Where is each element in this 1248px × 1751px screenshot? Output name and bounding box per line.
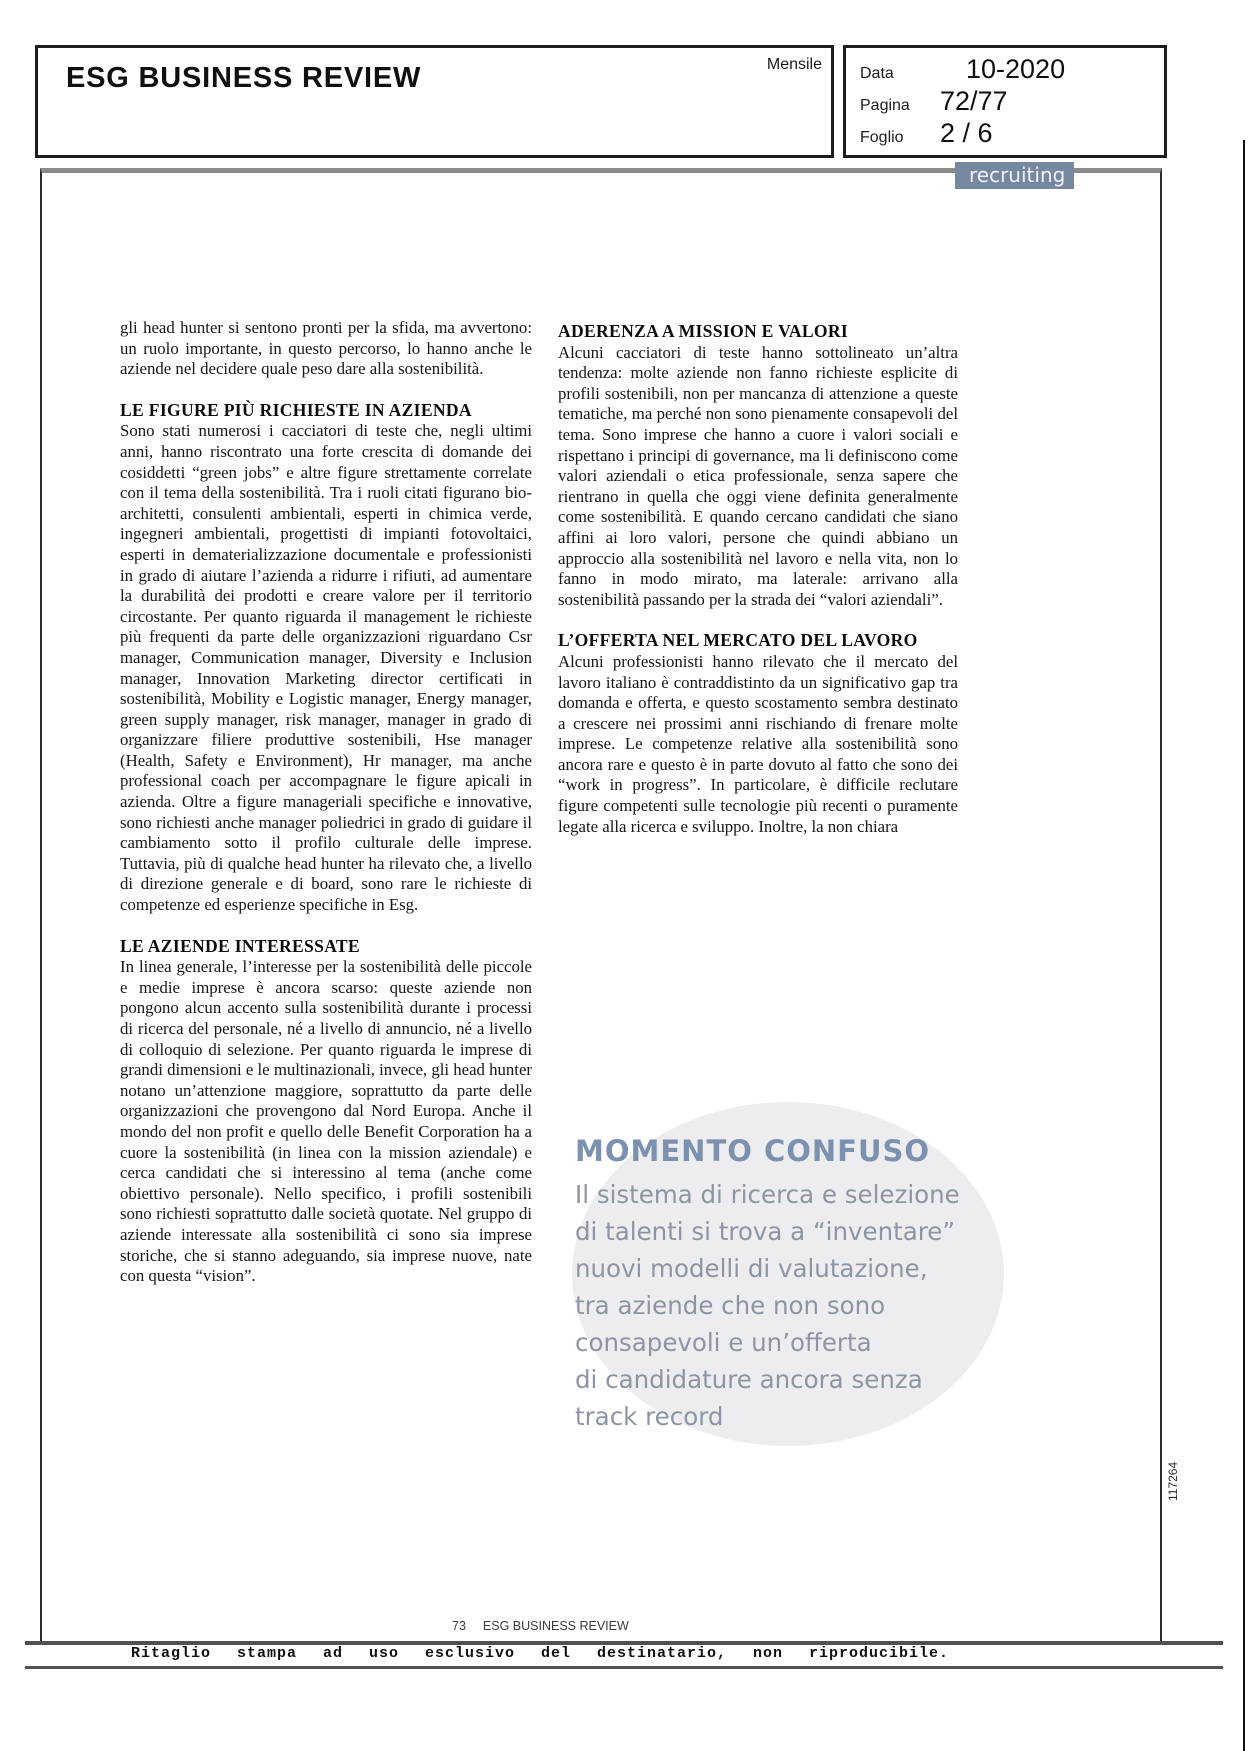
article-paragraph: Alcuni professionisti hanno rilevato che il mercato del lavoro italiano è contraddistinto da un significativo gap tra domanda e offerta, e questo scostamento sembra destinato a crescere nei prossimi anni rischiando di frenare molte imprese. Le competenze relative alla sostenibilità sono ancora rare e questo è in parte dovuto al fatto che sono dei “work in progress”. In particolare, è difficile reclutare figure competenti sulle tecnologie più recenti o puramente legate alla ricerca e sviluppo. Inoltre, la non chiara <box>558 651 958 836</box>
section-heading: ADERENZA A MISSION E VALORI <box>558 321 849 341</box>
quote-line: nuovi modelli di valutazione, <box>575 1254 928 1283</box>
footer-credit <box>452 1619 629 1633</box>
article-paragraph: gli head hunter si sentono pronti per la sfida, ma avvertono: un ruolo importante, in questo percorso, lo hanno anche le aziende nel decidere quale peso dare alla sostenibilità. <box>120 318 532 379</box>
frequency-label: Mensile <box>766 56 822 73</box>
quote-line: di talenti si trova a “inventare” <box>575 1217 956 1246</box>
article-column-left <box>120 318 532 1287</box>
section-tag: recruiting <box>955 162 1074 189</box>
pull-quote <box>575 1134 1055 1435</box>
quote-line: di candidature ancora senza <box>575 1365 923 1394</box>
page-row <box>860 86 1164 116</box>
sheet-label: Foglio <box>860 129 904 146</box>
page-right-edge-line <box>1243 140 1245 1751</box>
date-row <box>860 54 1164 84</box>
quote-line: Il sistema di ricerca e selezione <box>575 1180 960 1209</box>
clipping-code-vertical: 117264 <box>1166 1461 1180 1501</box>
page-value: 72/77 <box>940 86 1008 116</box>
section-heading: LE FIGURE PIÙ RICHIESTE IN AZIENDA <box>120 399 472 420</box>
article-paragraph: Sono stati numerosi i cacciatori di teste che, negli ultimi anni, hanno riscontrato una forte crescita di domande dei cosiddetti “green jobs” e altre figure strettamente correlate con il tema della sostenibilità. Tra i ruoli citati figurano bio-architetti, consulenti ambientali, esperti in chimica verde, ingegneri ambientali, progettisti di impianti fotovoltaici, esperti in dematerializzazione documentale e professionisti in grado di aiutare l’azienda a ridurre i rifiuti, ad aumentare la durabilità dei prodotti e creare valore per il territorio circostante. Per quanto riguarda il management le richieste più frequenti da parte delle organizzazioni riguardano Csr manager, Communication manager, Diversity e Inclusion manager, Innovation Marketing director certificati in sostenibilità, Mobility e Logistic manager, Energy manager, green supply manager, risk manager, manager in grado di organizzare filiere produttive sostenibili, Hse manager (Health, Safety e Environment), Hr manager, ma anche professional coach per accompagnare le figure apicali in azienda. Oltre a figure manageriali specifiche e innovative, sono richiesti anche manager poliedrici in grado di guidare il cambiamento sotto il profilo culturale delle imprese. Tuttavia, più di qualche head hunter ha rilevato che, a livello di direzione generale e di board, sono rare le richieste di competenze ed esperienze specifiche in Esg. <box>120 421 532 915</box>
page-label: Pagina <box>860 97 910 114</box>
footer-page-number: 73 <box>452 1619 466 1633</box>
pull-quote-title: MOMENTO CONFUSO <box>575 1134 931 1168</box>
article-paragraph: In linea generale, l’interesse per la sostenibilità delle piccole e medie imprese è ancora scarso: queste aziende non pongono alcun accento sulla sostenibilità durante i processi di ricerca del personale, né a livello di annuncio, né a livello di colloquio di selezione. Per quanto riguarda le imprese di grandi dimensioni e le multinazionali, invece, gli head hunter notano un’attenzione maggiore, soprattutto da parte delle organizzazioni che provengono dal Nord Europa. Anche il mondo del non profit e quello delle Benefit Corporation ha a cuore la sostenibilità (in linea con la mission aziendale) e cerca candidati che si interessino al tema (anche come obiettivo personale). Nello specifico, i profili sostenibili sono richiesti soprattutto dalle società quotate. Nel gruppo di aziende interessate alla sostenibilità ci sono sia imprese storiche, che si stanno adeguando, sia imprese nuove, nate con questa “vision”. <box>120 957 532 1286</box>
article-column-right <box>558 318 958 837</box>
quote-line: consapevoli e un’offerta <box>575 1328 872 1357</box>
quote-line: track record <box>575 1402 724 1431</box>
sheet-row <box>860 118 1164 148</box>
footer-divider-bottom <box>25 1666 1223 1669</box>
quote-line: tra aziende che non sono <box>575 1291 886 1320</box>
pull-quote-body <box>575 1176 1055 1435</box>
date-value: 10-2020 <box>966 54 1066 84</box>
section-heading: LE AZIENDE INTERESSATE <box>120 935 360 956</box>
article-paragraph: Alcuni cacciatori di teste hanno sottolineato un’altra tendenza: molte aziende non fanno richieste esplicite di profili sostenibili, non per mancanza di attenzione a queste tematiche, ma perché non sono pienamente consapevoli del tema. Sono imprese che hanno a cuore i valori sociali e rispettano i principi di governance, ma li definiscono come valori aziendali o etica professionale, senza sapere che rientrano in quella che oggi viene definita generalmente come sostenibilità. E quando cercano candidati che siano affini ai loro valori, persone che quindi abbiano un approccio alla sostenibilità nel lavoro e nella vita, non lo fanno in modo mirato, ma laterale: arrivano alla sostenibilità passando per la strada dei “valori aziendali”. <box>558 342 958 609</box>
date-label: Data <box>860 65 894 82</box>
footer-publication: ESG BUSINESS REVIEW <box>482 1619 629 1633</box>
section-heading: L’OFFERTA NEL MERCATO DEL LAVORO <box>558 630 918 651</box>
issue-info-box <box>843 45 1167 158</box>
masthead-box <box>35 45 834 158</box>
sheet-value: 2 / 6 <box>940 118 993 148</box>
publication-title: ESG BUSINESS REVIEW <box>66 62 422 94</box>
footer-disclaimer: Ritaglio stampa ad uso esclusivo del destinatario, non riproducibile. <box>130 1645 950 1662</box>
